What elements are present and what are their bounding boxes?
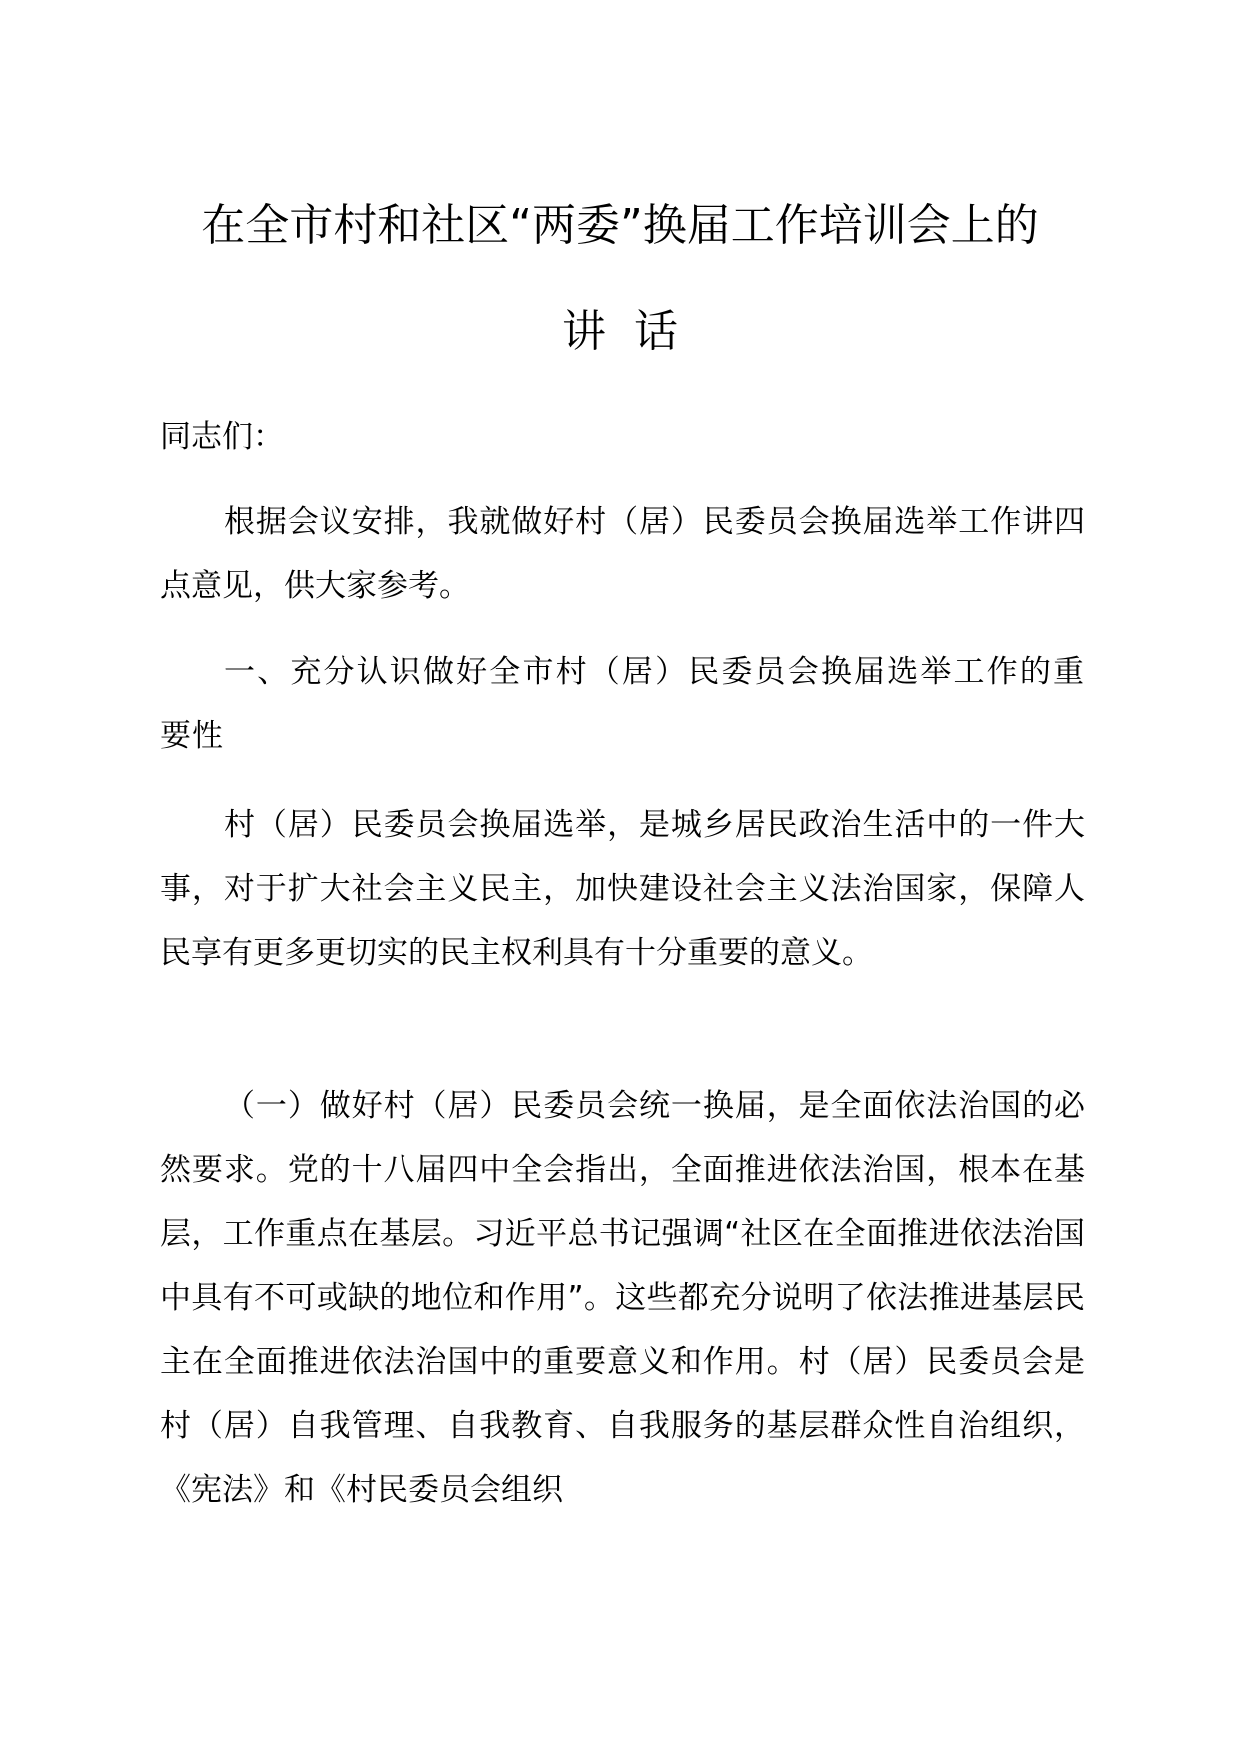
- document-title-line-2: 讲话: [562, 306, 706, 357]
- salutation: 同志们：: [160, 419, 284, 455]
- paragraph-significance: 村（居）民委员会换届选举，是城乡居民政治生活中的一件大事，对于扩大社会主义民主，加快建设社会主义法治国家，保障人民享有更多更切实的民主权利具有十分重要的意义。: [160, 807, 1085, 971]
- paragraph-intro: 根据会议安排，我就做好村（居）民委员会换届选举工作讲四点意见，供大家参考。: [160, 504, 1085, 604]
- document-title-line-1: 在全市村和社区“两委”换届工作培训会上的: [201, 200, 1039, 251]
- section-heading-1: 一、充分认识做好全市村（居）民委员会换届选举工作的重要性: [160, 654, 1085, 754]
- paragraph-subsection-1: （一）做好村（居）民委员会统一换届，是全面依法治国的必然要求。党的十八届四中全会指出，全面推进依法治国，根本在基层，工作重点在基层。习近平总书记强调“社区在全面推进依法治国中具有不可或缺的地位和作用”。这些都充分说明了依法推进基层民主在全面推进依法治国中的重要意义和作用。村（居）民委员会是村（居）自我管理、自我教育、自我服务的基层群众性自治组织，《宪法》和《村民委员会组织: [160, 1088, 1085, 1508]
